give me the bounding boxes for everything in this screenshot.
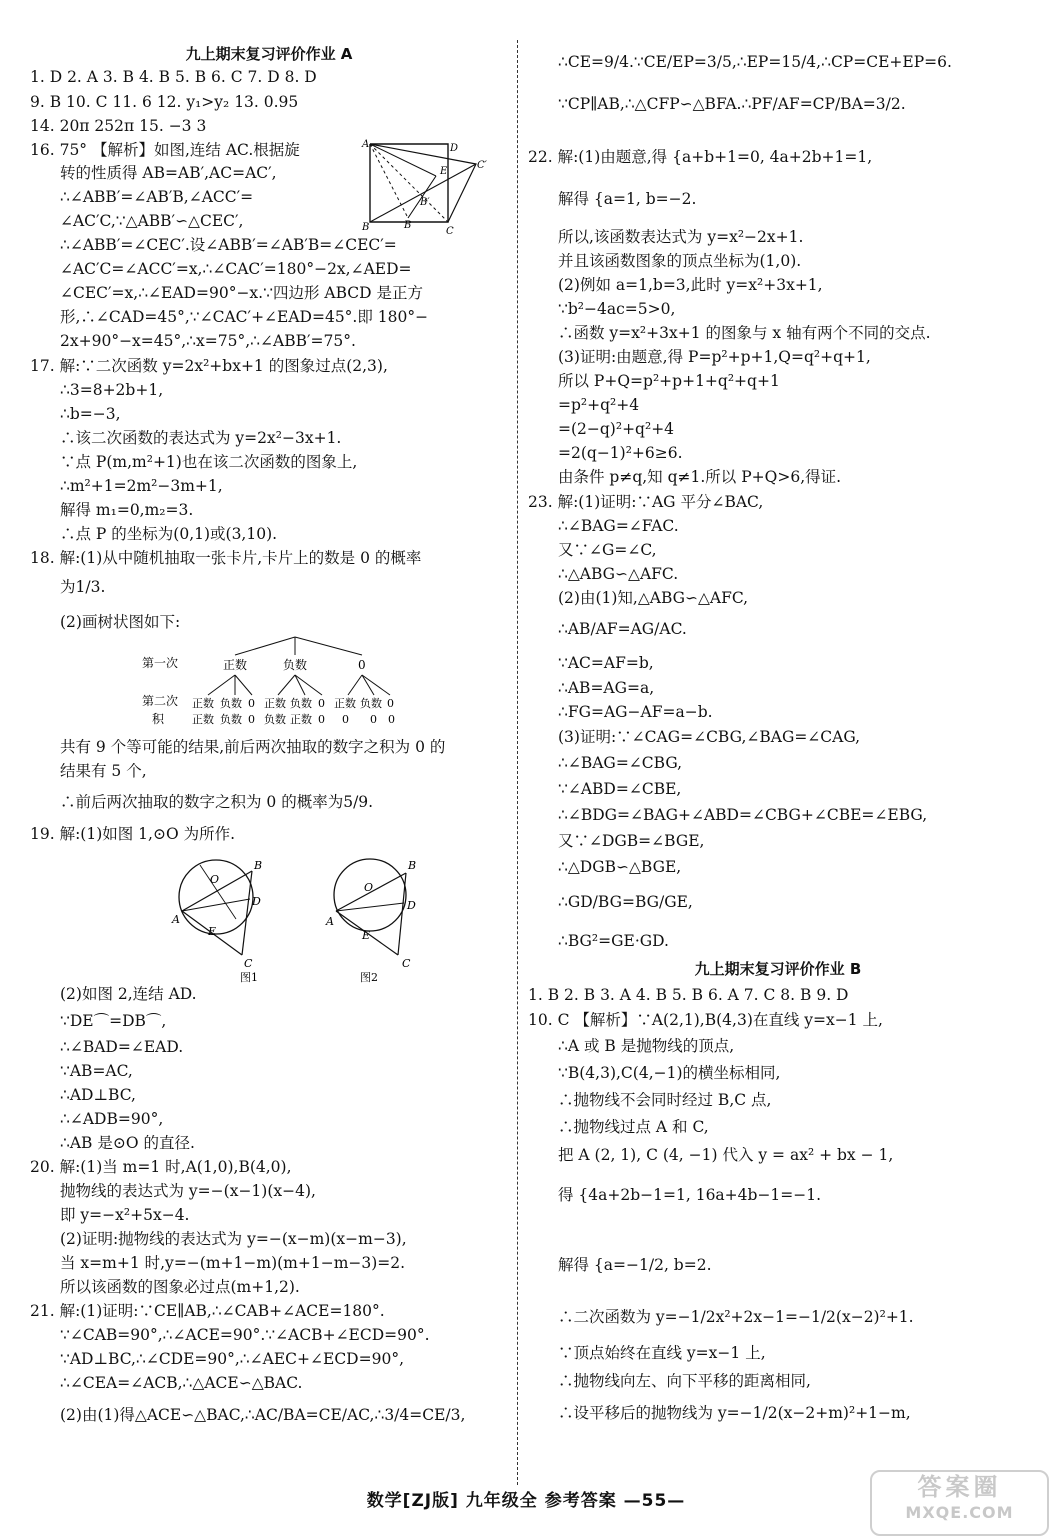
svg-text:D: D — [407, 899, 416, 912]
watermark-url: MXQE.COM — [905, 1503, 1014, 1522]
answer-line: ∴3=8+2b+1, — [60, 381, 164, 399]
tree-row3-label: 积 — [152, 712, 165, 726]
answer-line: 1. D 2. A 3. B 4. B 5. B 6. C 7. D 8. D — [30, 68, 317, 86]
answer-line: 16. 75° 【解析】如图,连结 AC.根据旋 — [30, 141, 300, 159]
tree-second-draw: 0 — [248, 697, 255, 710]
svg-text:A: A — [362, 139, 370, 150]
answer-line: =p²+q²+4 — [558, 396, 640, 414]
answer-line: ∴A 或 B 是抛物线的顶点, — [558, 1037, 735, 1055]
answer-line: ∴设平移后的抛物线为 y=−1/2(x−2+m)²+1−m, — [558, 1404, 911, 1422]
answer-line: ∴函数 y=x²+3x+1 的图象与 x 轴有两个不同的交点. — [558, 324, 931, 342]
answer-line: 转的性质得 AB=AB′,AC=AC′, — [60, 164, 277, 182]
answer-line: ∴AB 是⊙O 的直径. — [60, 1134, 195, 1152]
answer-line: ∴m²+1=2m²−3m+1, — [60, 477, 223, 495]
answer-line: ∴CE=9/4.∵CE/EP=3/5,∴EP=15/4,∴CP=CE+EP=6. — [558, 53, 952, 71]
answer-line: 为1/3. — [60, 578, 106, 596]
page-footer: 数学[ZJ版] 九年级全 参考答案 —55— — [366, 1491, 686, 1511]
tree-product: 正数 — [192, 713, 214, 726]
watermark-text: 答案圈 — [917, 1473, 1002, 1501]
tree-second-draw: 负数 — [220, 697, 242, 710]
answer-line: ∴前后两次抽取的数字之积为 0 的概率为5/9. — [60, 793, 374, 811]
tree-row2-label: 第二次 — [142, 694, 179, 708]
tree-product: 负数 — [220, 713, 242, 726]
answer-line: 19. 解:(1)如图 1,⊙O 为所作. — [30, 825, 236, 843]
answer-line: 所以,该函数表达式为 y=x²−2x+1. — [558, 228, 804, 246]
figure-caption-1: 图1 — [240, 971, 258, 983]
tree-first-draw: 负数 — [283, 658, 308, 672]
answer-line: 抛物线的表达式为 y=−(x−1)(x−4), — [60, 1182, 316, 1200]
answer-line: ∴△DGB∽△BGE, — [558, 858, 682, 876]
answer-line: 又∵∠DGB=∠BGE, — [558, 832, 705, 850]
answer-line: 22. 解:(1)由题意,得 {a+b+1=0, 4a+2b+1=1, — [528, 148, 873, 166]
tree-row1-label: 第一次 — [142, 656, 179, 670]
figure-caption-2: 图2 — [360, 971, 378, 983]
tree-second-draw: 正数 — [334, 697, 356, 710]
column-divider — [517, 40, 518, 1485]
answer-line: ∵B(4,3),C(4,−1)的横坐标相同, — [558, 1064, 781, 1082]
tree-product: 正数 — [290, 713, 312, 726]
answer-line: ∵顶点始终在直线 y=x−1 上, — [558, 1344, 766, 1362]
answer-line: 所以 P+Q=p²+p+1+q²+q+1 — [558, 372, 780, 390]
tree-second-draw: 0 — [318, 697, 325, 710]
answer-line: (2)证明:抛物线的表达式为 y=−(x−m)(x−m−3), — [60, 1230, 407, 1248]
circle-construction-figures — [170, 855, 430, 983]
answer-line: ∴∠ABB′=∠AB′B,∠ACC′= — [60, 188, 254, 206]
answer-line: 18. 解:(1)从中随机抽取一张卡片,卡片上的数是 0 的概率 — [30, 549, 422, 567]
answer-line: ∴∠BAG=∠FAC. — [558, 517, 679, 535]
answer-line: (2)画树状图如下: — [60, 613, 181, 631]
answer-line: 结果有 5 个, — [60, 762, 147, 780]
svg-text:C: C — [244, 957, 253, 970]
answer-line: ∵AD⊥BC,∴∠CDE=90°,∴∠AEC+∠ECD=90°, — [60, 1350, 404, 1368]
answer-line: =2(q−1)²+6≥6. — [558, 444, 683, 462]
answer-line: 23. 解:(1)证明:∵AG 平分∠BAC, — [528, 493, 764, 511]
answer-line: 9. B 10. C 11. 6 12. y₁>y₂ 13. 0.95 — [30, 93, 299, 111]
answer-line: ∵AB=AC, — [60, 1062, 133, 1080]
svg-text:B: B — [254, 859, 263, 872]
answer-line: ∴AB/AF=AG/AC. — [558, 620, 687, 638]
probability-tree-diagram — [130, 635, 460, 735]
answer-line: ∴AD⊥BC, — [60, 1086, 136, 1104]
answer-line: ∵点 P(m,m²+1)也在该二次函数的图象上, — [60, 453, 358, 471]
answer-line: ∵CP∥AB,∴△CFP∽△BFA.∴PF/AF=CP/BA=3/2. — [558, 95, 906, 113]
svg-text:E: E — [440, 166, 448, 177]
answer-line: 2x+90°−x=45°,∴x=75°,∴∠ABB′=75°. — [60, 332, 356, 350]
answer-line: ∴抛物线过点 A 和 C, — [558, 1118, 709, 1136]
svg-text:C: C — [402, 957, 411, 970]
answer-line: ∵∠ABD=∠CBE, — [558, 780, 682, 798]
tree-second-draw: 负数 — [290, 697, 312, 710]
answer-line: 1. B 2. B 3. A 4. B 5. B 6. A 7. C 8. B 9. D — [528, 986, 849, 1004]
answer-line: ∴∠ABB′=∠CEC′.设∠ABB′=∠AB′B=∠CEC′= — [60, 236, 397, 254]
answer-line: ∴∠ADB=90°, — [60, 1110, 164, 1128]
answer-line: ∴二次函数为 y=−1/2x²+2x−1=−1/2(x−2)²+1. — [558, 1308, 914, 1326]
tree-product: 0 — [318, 713, 325, 726]
answer-line: ∵∠CAB=90°,∴∠ACE=90°.∵∠ACB+∠ECD=90°. — [60, 1326, 430, 1344]
answer-line: (3)证明:由题意,得 P=p²+p+1,Q=q²+q+1, — [558, 348, 871, 366]
answer-line: 把 A (2, 1), C (4, −1) 代入 y = ax² + bx − 1, — [558, 1146, 894, 1164]
square-rotation-figure — [360, 138, 508, 238]
answer-line: 并且该函数图象的顶点坐标为(1,0). — [558, 252, 802, 270]
answer-line: 21. 解:(1)证明:∵CE∥AB,∴∠CAB+∠ACE=180°. — [30, 1302, 385, 1320]
answer-line: 14. 20π 252π 15. −3 3 — [30, 117, 207, 135]
answer-line: 17. 解:∵二次函数 y=2x²+bx+1 的图象过点(2,3), — [30, 357, 388, 375]
answer-line: (3)证明:∵∠CAG=∠CBG,∠BAG=∠CAG, — [558, 728, 861, 746]
answer-line: 得 {4a+2b−1=1, 16a+4b−1=−1. — [558, 1186, 822, 1204]
svg-text:A: A — [326, 915, 334, 928]
answer-line: ∠AC′C=∠ACC′=x,∴∠CAC′=180°−2x,∠AED= — [60, 260, 412, 278]
answer-line: ∴抛物线向左、向下平移的距离相同, — [558, 1372, 811, 1390]
answer-line: 当 x=m+1 时,y=−(m+1−m)(m+1−m−3)=2. — [60, 1254, 406, 1272]
answer-line: 由条件 p≠q,知 q≠1.所以 P+Q>6,得证. — [558, 468, 842, 486]
answer-line: ∴点 P 的坐标为(0,1)或(3,10). — [60, 525, 278, 543]
answer-line: 解得 m₁=0,m₂=3. — [60, 501, 194, 519]
answer-line: 形,∴∠CAD=45°,∵∠CAC′+∠EAD=45°.即 180°− — [60, 308, 429, 326]
watermark-logo — [870, 1470, 1049, 1536]
tree-first-draw: 正数 — [223, 658, 248, 672]
tree-second-draw: 正数 — [192, 697, 214, 710]
svg-text:O: O — [364, 881, 374, 894]
answer-line: ∴∠BAG=∠CBG, — [558, 754, 683, 772]
answer-line: 20. 解:(1)当 m=1 时,A(1,0),B(4,0), — [30, 1158, 292, 1176]
answer-line: ∴∠BDG=∠BAG+∠ABD=∠CBG+∠CBE=∠EBG, — [558, 806, 928, 824]
section-title-a: 九上期末复习评价作业 A — [185, 45, 353, 63]
svg-text:B: B — [362, 222, 370, 233]
answer-line: (2)例如 a=1,b=3,此时 y=x²+3x+1, — [558, 276, 823, 294]
tree-second-draw: 负数 — [360, 697, 382, 710]
tree-first-draw: 0 — [358, 658, 366, 672]
answer-line: ∴b=−3, — [60, 405, 121, 423]
answer-line: =(2−q)²+q²+4 — [558, 420, 675, 438]
svg-text:D: D — [450, 143, 459, 154]
svg-text:O: O — [210, 873, 220, 886]
answer-line: 共有 9 个等可能的结果,前后两次抽取的数字之积为 0 的 — [60, 738, 446, 756]
answer-line: 所以该函数的图象必过点(m+1,2). — [60, 1278, 300, 1296]
tree-product: 0 — [342, 713, 349, 726]
answer-line: ∠AC′C,∵△ABB′∽△CEC′, — [60, 212, 244, 230]
tree-product: 0 — [388, 713, 395, 726]
svg-text:A: A — [172, 913, 180, 926]
answer-line: ∴∠CEA=∠ACB,∴△ACE∽△BAC. — [60, 1374, 303, 1392]
section-title-b: 九上期末复习评价作业 B — [694, 960, 862, 978]
svg-text:B′: B′ — [420, 197, 430, 208]
answer-line: ∴BG²=GE·GD. — [558, 932, 669, 950]
answer-line: 10. C 【解析】∵A(2,1),B(4,3)在直线 y=x−1 上, — [528, 1011, 883, 1029]
answer-line: 即 y=−x²+5x−4. — [60, 1206, 190, 1224]
answer-line: ∵DE⌒=DB⌒, — [60, 1012, 167, 1030]
svg-text:B: B — [408, 859, 417, 872]
svg-text:E: E — [362, 929, 371, 942]
tree-second-draw: 正数 — [264, 697, 286, 710]
answer-line: 又∵∠G=∠C, — [558, 541, 657, 559]
answer-line: 解得 {a=−1/2, b=2. — [558, 1256, 712, 1274]
right-column — [528, 0, 1028, 1490]
svg-text:D: D — [252, 895, 261, 908]
answer-line: ∴抛物线不会同时经过 B,C 点, — [558, 1091, 772, 1109]
answer-line: ∴GD/BG=BG/GE, — [558, 893, 693, 911]
answer-line: (2)如图 2,连结 AD. — [60, 985, 197, 1003]
answer-line: (2)由(1)知,△ABG∽△AFC, — [558, 589, 749, 607]
answer-line: ∠CEC′=x,∴∠EAD=90°−x.∵四边形 ABCD 是正方 — [60, 284, 423, 302]
answer-line: ∴∠BAD=∠EAD. — [60, 1038, 184, 1056]
answer-line: ∵b²−4ac=5>0, — [558, 300, 676, 318]
svg-text:E: E — [208, 925, 217, 938]
svg-text:B: B — [404, 220, 412, 231]
answer-line: (2)由(1)得△ACE∽△BAC,∴AC/BA=CE/AC,∴3/4=CE/3, — [60, 1406, 466, 1424]
tree-second-draw: 0 — [387, 697, 394, 710]
svg-text:C′: C′ — [477, 160, 487, 171]
answer-line: ∴AB=AG=a, — [558, 679, 655, 697]
answer-line: 解得 {a=1, b=−2. — [558, 190, 697, 208]
answer-line: ∴△ABG∽△AFC. — [558, 565, 679, 583]
svg-text:C: C — [446, 226, 454, 237]
tree-product: 0 — [370, 713, 377, 726]
answer-line: ∴FG=AG−AF=a−b. — [558, 703, 713, 721]
answer-line: ∵AC=AF=b, — [558, 654, 654, 672]
left-column — [30, 0, 508, 1490]
tree-product: 0 — [248, 713, 255, 726]
tree-product: 负数 — [264, 713, 286, 726]
answer-line: ∴该二次函数的表达式为 y=2x²−3x+1. — [60, 429, 342, 447]
